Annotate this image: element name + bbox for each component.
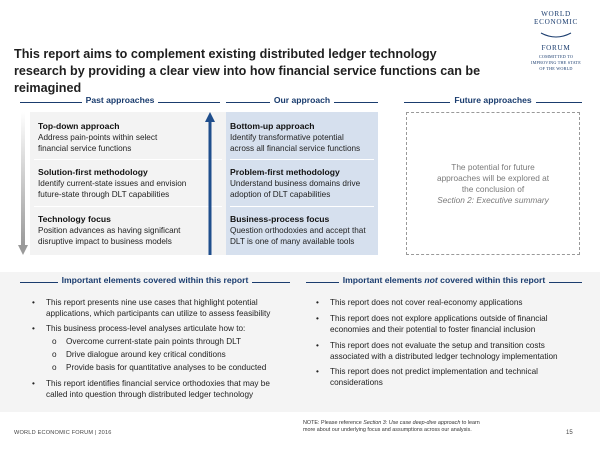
our-divider-1 <box>230 159 374 160</box>
not-covered-header-label: Important elements not covered within this report <box>339 275 550 285</box>
bullet-icon: • <box>316 341 319 350</box>
past-item-top-down <box>38 121 224 155</box>
bullet-icon: • <box>316 298 319 307</box>
future-approaches-text <box>412 162 574 206</box>
our-item-line: across all financial service functions <box>230 144 361 154</box>
our-item-heading: Business-process focus <box>230 214 330 224</box>
logo-wordmark-3: FORUM <box>541 44 571 53</box>
future-approaches-header <box>404 95 582 109</box>
future-line: approaches will be explored at <box>436 173 550 183</box>
our-item-line: Question orthodoxies and accept that <box>230 226 366 236</box>
our-item-line: Identify transformative potential <box>230 133 344 143</box>
past-approaches-header <box>20 95 220 109</box>
not-covered-bullet-4: • This report does not predict implementation and technical considerations <box>316 367 538 387</box>
page-number: 15 <box>566 430 573 436</box>
logo-tagline-1: COMMITTED TO <box>538 53 574 59</box>
page-title: This report aims to complement existing distributed ledger technology research by providing a clear view into how financial service functions can be reimagined <box>14 47 481 95</box>
past-item-line: Position advances as having significant <box>38 226 181 236</box>
past-item-line: financial service functions <box>38 144 132 154</box>
covered-header-label: Important elements covered within this report <box>58 275 253 285</box>
past-item-heading: Top-down approach <box>38 121 120 131</box>
past-item-line: Address pain-points within select <box>38 133 158 143</box>
sub-bullet-icon: o <box>52 337 57 346</box>
our-approach-header <box>226 95 378 109</box>
footer-text: WORLD ECONOMIC FORUM | 2016 <box>14 430 112 436</box>
our-item-business-process <box>230 214 380 248</box>
arrow-up-icon <box>205 112 215 255</box>
our-item-heading: Problem-first methodology <box>230 167 340 177</box>
covered-header <box>20 275 290 289</box>
our-item-problem-first <box>230 167 380 201</box>
covered-sub-1: o Overcome current-state pain points through DLT <box>52 337 242 346</box>
past-item-line: Identify current-state issues and envision <box>38 179 187 189</box>
past-divider-2 <box>34 206 222 207</box>
our-divider-2 <box>230 206 374 207</box>
covered-bullet-2: • This business process-level analyses articulate how to: <box>32 324 246 333</box>
logo-arc-icon <box>539 31 573 39</box>
bullet-icon: • <box>32 324 35 333</box>
past-divider-1 <box>34 159 222 160</box>
not-covered-bullet-3: • This report does not evaluate the setup and transition costs associated with a distributed ledger technology implementation <box>316 341 558 361</box>
future-approaches-label: Future approaches <box>450 95 535 105</box>
bullet-icon: • <box>32 379 35 388</box>
logo-wordmark-2: ECONOMIC <box>534 18 578 27</box>
past-item-heading: Technology focus <box>38 214 111 224</box>
bullet-icon: • <box>316 367 319 376</box>
future-line: The potential for future <box>451 162 535 172</box>
not-covered-header <box>306 275 582 289</box>
logo-tagline-3: OF THE WORLD <box>539 65 573 71</box>
our-approach-label: Our approach <box>270 95 334 105</box>
not-covered-bullet-2: • This report does not explore applications outside of financial economies and their potential to foster financial inclusion <box>316 314 548 334</box>
past-item-line: disruptive impact to business models <box>38 237 172 247</box>
bullet-icon: • <box>32 298 35 307</box>
footnote: NOTE: Please reference Section 3: Use case deep-dive approach to learn more about our underlying focus and assumptions across our analysis. <box>303 420 480 434</box>
our-item-line: Understand business domains drive <box>230 179 361 189</box>
our-item-heading: Bottom-up approach <box>230 121 315 131</box>
our-item-line: DLT is one of many available tools <box>230 237 355 247</box>
logo-wordmark-1: WORLD <box>541 10 571 18</box>
past-item-technology-focus <box>38 214 224 248</box>
sub-bullet-icon: o <box>52 363 57 372</box>
bullet-icon: • <box>316 314 319 323</box>
our-item-line: adoption of DLT capabilities <box>230 190 331 200</box>
our-item-bottom-up <box>230 121 380 155</box>
logo-tagline-2: IMPROVING THE STATE <box>531 59 581 65</box>
covered-bullet-3: • This report identifies financial service orthodoxies that may be called into question through distributed ledger technology <box>32 379 270 399</box>
covered-sub-2: o Drive dialogue around key critical conditions <box>52 350 226 359</box>
gradient-arrow-icon <box>18 112 28 255</box>
past-item-solution-first <box>38 167 224 201</box>
sub-bullet-icon: o <box>52 350 57 359</box>
covered-sub-3: o Provide basis for quantitative analyses to be conducted <box>52 363 267 372</box>
past-item-line: future-state through DLT capabilities <box>38 190 170 200</box>
past-item-heading: Solution-first methodology <box>38 167 148 177</box>
wef-logo <box>524 10 588 71</box>
covered-bullet-1: • This report presents nine use cases that highlight potential applications, which participants can utilize to assess feasibility <box>32 298 271 318</box>
future-section-reference: Section 2: Executive summary <box>437 195 549 205</box>
not-covered-bullet-1: • This report does not cover real-economy applications <box>316 298 523 307</box>
past-approaches-label: Past approaches <box>82 95 159 105</box>
future-line: the conclusion of <box>461 184 525 194</box>
